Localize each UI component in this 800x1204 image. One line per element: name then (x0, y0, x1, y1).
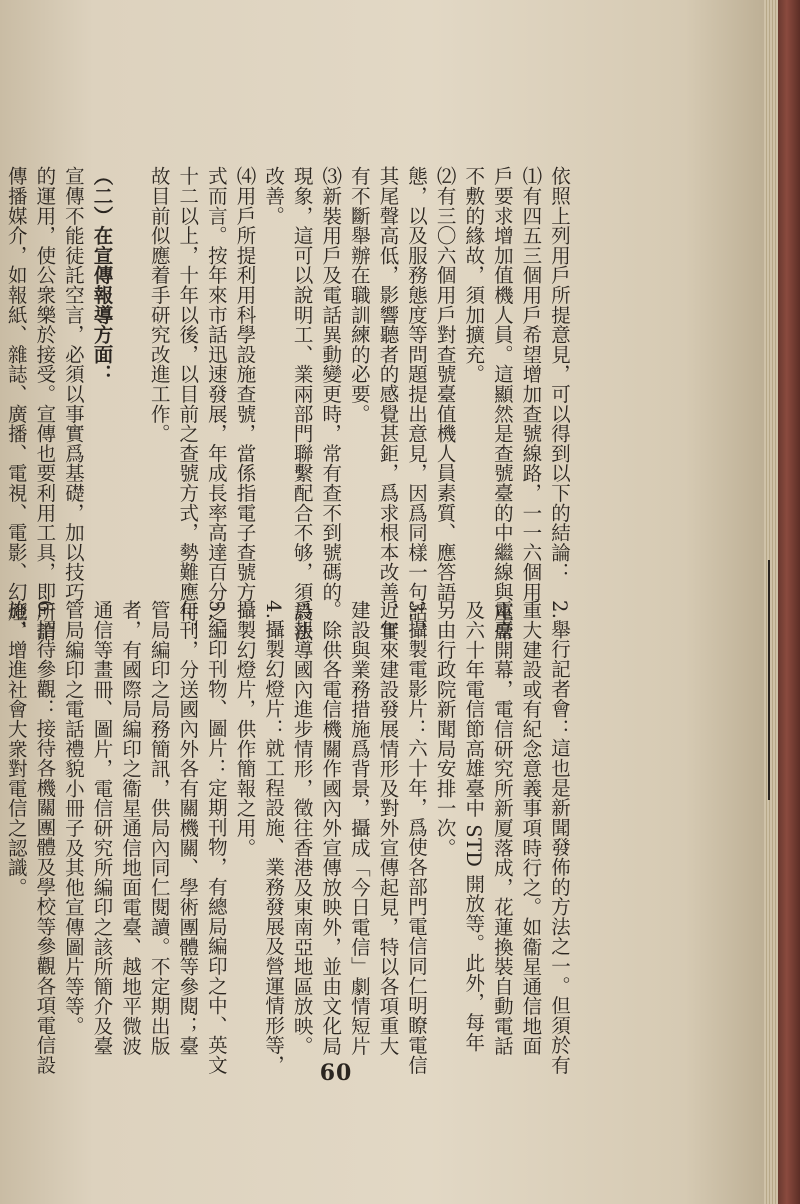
book-cover-edge (778, 0, 800, 1204)
text-line: 戶要求增加值機人員。這顯然是查號臺的中繼線與座席 (490, 166, 514, 642)
text-line (116, 166, 145, 606)
text-line: 者，有國際局編印之衞星通信地面電臺、越地平微波 (119, 600, 143, 1056)
text-line: 5.編印刊物、圖片：定期刊物，有總局編印之中、英文 (204, 600, 228, 1075)
margin-rule (768, 560, 770, 800)
text-line: 及六十年電信節高雄臺中 STD 開放等。此外，每年 (462, 600, 486, 1052)
text-line: 通信等畫冊、圖片，電信研究所編印之該所簡介及臺 (90, 600, 114, 1056)
text-line: 管局編印之電話禮貌小冊子及其他宣傳圖片等等。 (61, 600, 85, 1036)
text-line: 建設與業務措施爲背景，攝成「今日電信」劇情短片 (347, 600, 371, 1056)
text-line: 傳播媒介，如報紙、雜誌、廣播、電視、電影、幻燈、 (4, 166, 28, 642)
text-line: 3.攝製電影片：六十年，爲使各部門電信同仁明瞭電信 (405, 600, 429, 1075)
text-line: 年刊，分送國內外各有關機關、學術團體等參閱；臺 (176, 600, 200, 1056)
text-line: 態，以及服務態度等問題提出意見，因爲同樣一句話， (405, 166, 429, 642)
text-line: 2.舉行記者會：這也是新聞發佈的方法之一。但須於有 (548, 600, 571, 1075)
text-line: ⑶新裝用戶及電話異動變更時，常有查不到號碼的 (319, 166, 343, 602)
text-line: 另由行政院新聞局安排一次。 (433, 600, 457, 858)
page-edge (764, 0, 778, 1204)
text-line: 施，增進社會大衆對電信之認識。 (4, 600, 28, 897)
text-line: 。除供各電信機關作國內外宣傳放映外，並由文化局 (319, 600, 343, 1056)
text-line: 宣傳不能徒託空言，必須以事實爲基礎，加以技巧 (61, 166, 85, 602)
text-block-upper (0, 166, 573, 642)
text-line: 管局編印之局務簡訊，供局內同仁閱讀。不定期出版 (147, 600, 171, 1056)
text-line: 十二以上，十年以後，以目前之查號方式，勢難應付， (176, 166, 200, 642)
page-number: 60 (319, 1060, 353, 1086)
text-line: 其尾聲高低，影響聽者的感覺甚鉅，爲求根本改善，實 (376, 166, 400, 642)
text-line: 爲報導國內進步情形，徵往香港及東南亞地區放映。 (290, 600, 314, 1056)
text-line: ⑷用戶所提利用科學設施查號，當係指電子查號方 (233, 166, 257, 602)
text-line: 依照上列用戶所提意見，可以得到以下的結論： (548, 166, 571, 582)
text-line: 重大建設或有紀念意義事項時行之。如衞星通信地面 (519, 600, 543, 1056)
section-heading: （二）在宣傳報導方面： (90, 166, 114, 384)
text-line: 電臺開幕，電信研究所新厦落成，花蓮換裝自動電話 (490, 600, 514, 1056)
text-line: 6.招待參觀：接待各機關團體及學校等參觀各項電信設 (33, 600, 57, 1075)
text-line: 現象，這可以說明工、業兩部門聯繫配合不够，須設法 (290, 166, 314, 642)
text-line: 有不斷舉辦在職訓練的必要。 (347, 166, 371, 424)
text-line: 近年來建設發展情形及對外宣傳起見，特以各項重大 (376, 600, 400, 1056)
text-line: 故目前似應着手研究改進工作。 (147, 166, 171, 444)
text-line: ⑴有四五三個用戶希望增加查號線路，一一六個用 (519, 166, 543, 602)
text-line: ⑵有三〇六個用戶對查號臺值機人員素質、應答語 (433, 166, 457, 602)
text-line: 不敷的緣故，須加擴充。 (462, 166, 486, 384)
text-line: 攝製幻燈片，供作簡報之用。 (233, 600, 257, 858)
text-line: 4.攝製幻燈片：就工程設施、業務發展及營運情形等， (262, 600, 286, 1075)
text-line: 式而言。按年來市話迅速發展，年成長率高達百分之二 (204, 166, 228, 642)
text-line: 改善。 (262, 166, 286, 226)
text-line: 的運用，使公衆樂於接受。宣傳也要利用工具，即所謂 (33, 166, 57, 642)
